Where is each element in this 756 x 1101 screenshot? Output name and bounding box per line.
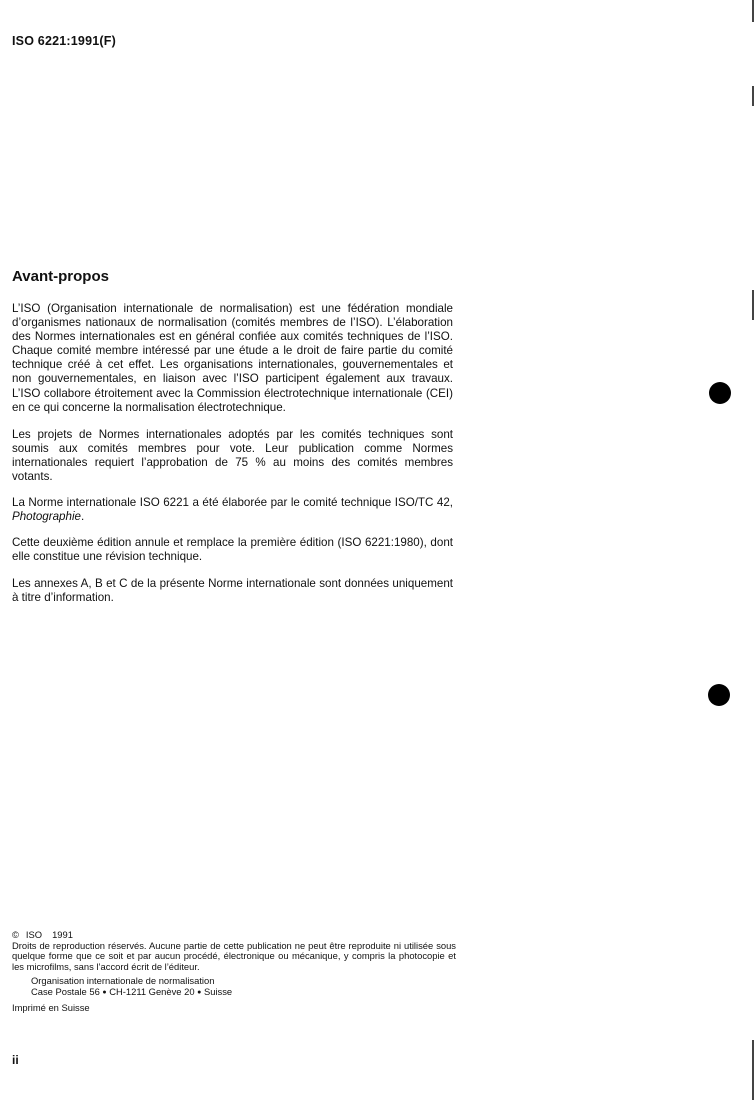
bullet-icon: ●: [197, 988, 202, 996]
bullet-icon: ●: [102, 988, 107, 996]
header-code: ISO 6221:1991(F): [12, 34, 116, 48]
scan-edge-mark: [752, 0, 754, 22]
publisher-block: [31, 976, 456, 998]
copyright-line: [12, 930, 456, 941]
copyright-org: ISO: [25, 929, 43, 940]
address-postbox: Case Postale 56: [31, 985, 100, 997]
publisher-name: Organisation internationale de normalisation: [31, 975, 215, 987]
address-city: CH-1211 Genève 20: [109, 985, 195, 997]
scan-edge-mark: [752, 1040, 754, 1100]
paragraph-annexes: Les annexes A, B et C de la présente Norme internationale sont données uniquement à titre d’information.: [12, 576, 453, 604]
body-text: [12, 302, 453, 617]
committee-subject: Photographie: [12, 510, 81, 524]
copyright-block: [12, 930, 456, 1013]
address-country: Suisse: [204, 985, 233, 997]
page-number: ii: [12, 1053, 19, 1067]
copyright-rights: Droits de reproduction réservés. Aucune partie de cette publication ne peut être reproduite ni utilisée sous quelque forme que ce soit et par aucun procédé, électronique ou mécanique, y compris la photocopie et les microfilms, sans l’accord écrit de l’éditeur.: [12, 939, 456, 972]
paragraph-draft-standards: Les projets de Normes internationales adoptés par les comités techniques sont soumis aux comités membres pour vote. Leur publication comme Normes internationales requiert l’approbation de 75 % au moins des comités membres votants.: [12, 427, 453, 484]
copyright-year: 1991: [52, 929, 73, 940]
paragraph-technical-committee-text: La Norme internationale ISO 6221 a été élaborée par le comité technique ISO/TC 42,: [12, 496, 453, 510]
printed-in: Imprimé en Suisse: [12, 1001, 90, 1013]
scan-edge-mark: [752, 86, 754, 106]
scan-edge-mark: [752, 290, 754, 320]
copyright-icon: ©: [12, 929, 19, 940]
paragraph-technical-committee: [12, 496, 453, 524]
paragraph-technical-committee-end: .: [80, 510, 85, 524]
binding-hole-dot: [709, 382, 731, 404]
publisher-address: [31, 987, 456, 999]
binding-hole-dot: [708, 684, 730, 706]
paragraph-edition: Cette deuxième édition annule et remplace la première édition (ISO 6221:1980), dont elle constitue une révision technique.: [12, 536, 453, 564]
section-title: Avant-propos: [12, 268, 109, 285]
paragraph-iso-intro: L’ISO (Organisation internationale de normalisation) est une fédération mondiale d’organismes nationaux de normalisation (comités membres de l’ISO). L’élaboration des Normes internationales est en général confiée aux comités techniques de l’ISO. Chaque comité membre intéressé par une étude a le droit de faire partie du comité technique créé à cet effet. Les organisations internationales, gouvernementales et non gouvernementales, en liaison avec l’ISO participent également aux travaux. L’ISO collabore étroitement avec la Commission électrotechnique internationale (CEI) en ce qui concerne la normalisation électrotechnique.: [12, 302, 453, 414]
